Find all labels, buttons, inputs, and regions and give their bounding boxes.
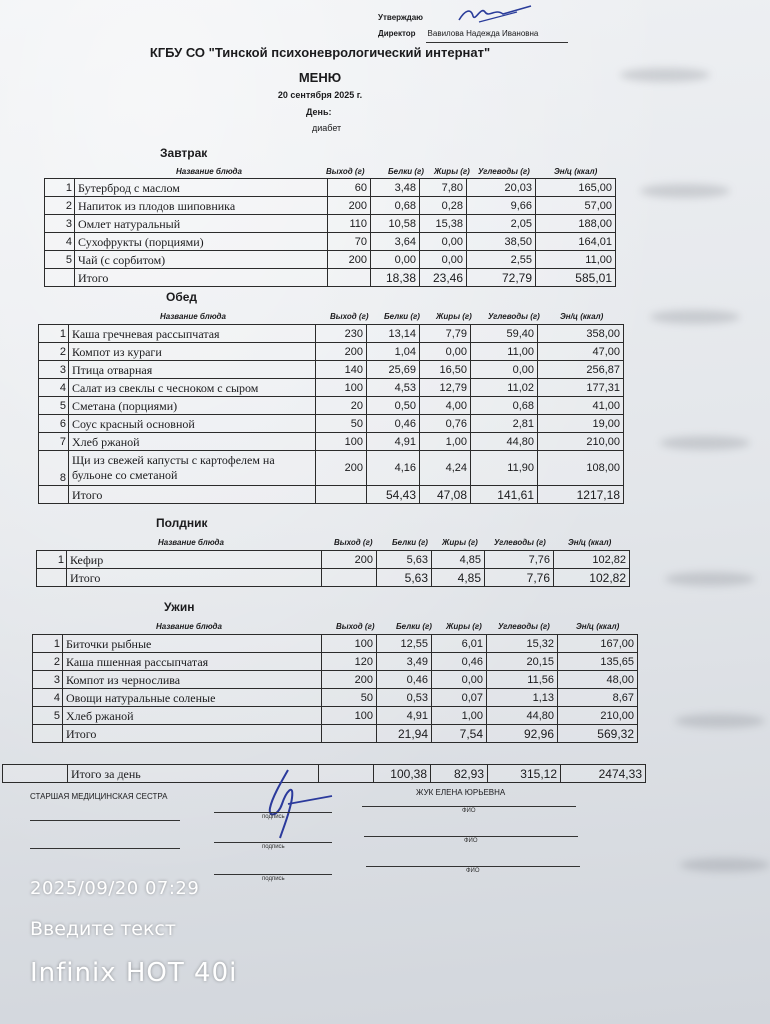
- camera-brand-watermark: Infinix HOT 40i: [30, 958, 238, 988]
- col-fat: Жиры (г): [442, 538, 478, 547]
- table-row: 2 Напиток из плодов шиповника 200 0,68 0,28 9,66 57,00: [45, 197, 616, 215]
- photo-timestamp: 2025/09/20 07:29: [30, 878, 200, 899]
- col-output: Выход (г): [336, 622, 375, 631]
- table-row: 6 Соус красный основной 50 0,46 0,76 2,81 19,00: [39, 415, 624, 433]
- shadow-smudge: [650, 310, 740, 324]
- breakfast-table: [44, 178, 616, 287]
- signature-line: [214, 874, 332, 875]
- table-row: 5 Сметана (порциями) 20 0,50 4,00 0,68 41,00: [39, 397, 624, 415]
- col-protein: Белки (г): [388, 167, 424, 176]
- col-carbs: Углеводы (г): [488, 312, 540, 321]
- signature-line: [214, 812, 332, 813]
- day-label: День:: [306, 107, 332, 117]
- table-row: 1 Кефир 200 5,63 4,85 7,76 102,82: [37, 551, 630, 569]
- table-row: 4 Сухофрукты (порциями) 70 3,64 0,00 38,50 164,01: [45, 233, 616, 251]
- table-row: 2 Каша пшенная рассыпчатая 120 3,49 0,46 20,15 135,65: [33, 653, 638, 671]
- col-name: Название блюда: [176, 167, 242, 176]
- col-name: Название блюда: [156, 622, 222, 631]
- signature-line: [214, 842, 332, 843]
- director-name: Вавилова Надежда Ивановна: [426, 26, 568, 43]
- total-row: Итого 21,94 7,54 92,96 569,32: [33, 725, 638, 743]
- col-fat: Жиры (г): [436, 312, 472, 321]
- org-name: КГБУ СО "Тинской психоневрологический интернат": [149, 45, 491, 60]
- diet-label: диабет: [312, 123, 342, 133]
- table-row: 1 Биточки рыбные 100 12,55 6,01 15,32 167,00: [33, 635, 638, 653]
- signature-line: [364, 836, 578, 837]
- signature-line: [30, 820, 180, 821]
- lunch-table: [38, 324, 624, 504]
- fio-caption: ФИО: [466, 868, 480, 874]
- table-row: 7 Хлеб ржаной 100 4,91 1,00 44,80 210,00: [39, 433, 624, 451]
- total-row: Итого 18,38 23,46 72,79 585,01: [45, 269, 616, 287]
- table-row: 5 Чай (с сорбитом) 200 0,00 0,00 2,55 11,00: [45, 251, 616, 269]
- col-output: Выход (г): [326, 167, 365, 176]
- fio-caption: ФИО: [464, 838, 478, 844]
- col-protein: Белки (г): [396, 622, 432, 631]
- table-row: 3 Птица отварная 140 25,69 16,50 0,00 256,87: [39, 361, 624, 379]
- table-row: 3 Омлет натуральный 110 10,58 15,38 2,05 188,00: [45, 215, 616, 233]
- col-carbs: Углеводы (г): [478, 167, 530, 176]
- signature-person: ЖУК ЕЛЕНА ЮРЬЕВНА: [416, 788, 506, 797]
- dinner-table: [32, 634, 638, 743]
- col-energy: Эн/ц (ккал): [554, 167, 598, 176]
- col-output: Выход (г): [330, 312, 369, 321]
- table-row: 4 Салат из свеклы с чесноком с сыром 100 4,53 12,79 11,02 177,31: [39, 379, 624, 397]
- total-row: Итого 54,43 47,08 141,61 1217,18: [39, 486, 624, 504]
- col-carbs: Углеводы (г): [494, 538, 546, 547]
- nurse-signature: [258, 764, 338, 844]
- director-label: Директор: [378, 29, 416, 38]
- shadow-smudge: [640, 184, 730, 198]
- col-carbs: Углеводы (г): [498, 622, 550, 631]
- table-row: 4 Овощи натуральные соленые 50 0,53 0,07 1,13 8,67: [33, 689, 638, 707]
- section-title-breakfast: Завтрак: [160, 146, 208, 160]
- col-fat: Жиры (г): [434, 167, 470, 176]
- col-energy: Эн/ц (ккал): [560, 312, 604, 321]
- col-output: Выход (г): [334, 538, 373, 547]
- table-row: 5 Хлеб ржаной 100 4,91 1,00 44,80 210,00: [33, 707, 638, 725]
- shadow-smudge: [665, 572, 755, 586]
- section-title-lunch: Обед: [166, 290, 198, 304]
- text-input-hint: Введите текст: [30, 918, 176, 940]
- approve-label: Утверждаю: [378, 13, 423, 22]
- menu-date: 20 сентября 2025 г.: [277, 90, 363, 100]
- sign-caption: подпись: [262, 814, 285, 820]
- signature-line: [366, 866, 580, 867]
- total-row: Итого за день 100,38 82,93 315,12 2474,33: [3, 765, 646, 783]
- col-name: Название блюда: [160, 312, 226, 321]
- menu-title: МЕНЮ: [298, 70, 342, 85]
- table-row: 8 Щи из свежей капусты с картофелем на бульоне со сметаной 200 4,16 4,24 11,90 108,00: [39, 451, 624, 486]
- column-headers: [156, 622, 636, 634]
- director-signature: [455, 2, 535, 28]
- table-row: 1 Бутерброд с маслом 60 3,48 7,80 20,03 165,00: [45, 179, 616, 197]
- section-title-dinner: Ужин: [164, 600, 195, 614]
- snack-table: [36, 550, 630, 587]
- shadow-smudge: [680, 858, 770, 872]
- col-protein: Белки (г): [392, 538, 428, 547]
- table-row: 2 Компот из кураги 200 1,04 0,00 11,00 47,00: [39, 343, 624, 361]
- col-protein: Белки (г): [384, 312, 420, 321]
- shadow-smudge: [675, 714, 765, 728]
- column-headers: [160, 312, 620, 324]
- fio-caption: ФИО: [462, 808, 476, 814]
- sign-caption: подпись: [262, 876, 285, 882]
- column-headers: [158, 538, 628, 550]
- col-name: Название блюда: [158, 538, 224, 547]
- sign-caption: подпись: [262, 844, 285, 850]
- shadow-smudge: [660, 436, 750, 450]
- section-title-snack: Полдник: [156, 516, 208, 530]
- total-row: Итого 5,63 4,85 7,76 102,82: [37, 569, 630, 587]
- signature-line: [362, 806, 576, 807]
- col-energy: Эн/ц (ккал): [576, 622, 620, 631]
- table-row: 1 Каша гречневая рассыпчатая 230 13,14 7,79 59,40 358,00: [39, 325, 624, 343]
- table-row: 3 Компот из чернослива 200 0,46 0,00 11,56 48,00: [33, 671, 638, 689]
- signature-line: [30, 848, 180, 849]
- col-fat: Жиры (г): [446, 622, 482, 631]
- col-energy: Эн/ц (ккал): [568, 538, 612, 547]
- signature-role: СТАРШАЯ МЕДИЦИНСКАЯ СЕСТРА: [30, 792, 168, 801]
